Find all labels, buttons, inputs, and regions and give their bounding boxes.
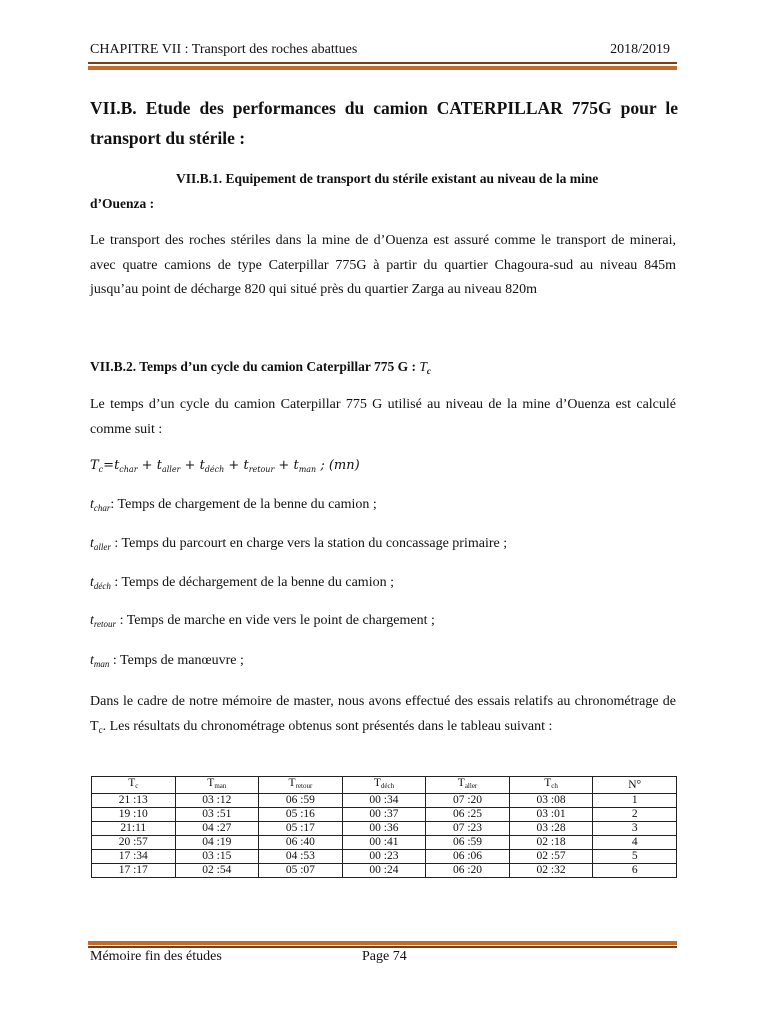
definition-t-retour	[90, 613, 435, 629]
subsection1-title-line2: d’Ouenza :	[90, 196, 155, 211]
table-cell: 00 :37	[342, 808, 426, 822]
def-symbol: t	[90, 575, 94, 590]
paragraph-chronometrage	[90, 690, 676, 742]
table-cell: 3	[593, 822, 677, 836]
header-rule-thick	[88, 66, 677, 70]
header-year: 2018/2019	[610, 42, 670, 57]
header-main: T	[207, 777, 215, 789]
header-main: N°	[628, 778, 642, 791]
table-cell: 2	[593, 808, 677, 822]
table-cell: 03 :12	[175, 794, 259, 808]
table-cell: 06 :20	[426, 864, 510, 878]
def-text: : Temps de manœuvre ;	[109, 653, 244, 668]
table-cell: 6	[593, 864, 677, 878]
table-header-cell	[426, 777, 510, 794]
formula-t5: t	[293, 458, 299, 473]
table-cell: 04 :27	[175, 822, 259, 836]
table-cell: 00 :24	[342, 864, 426, 878]
table-row	[92, 808, 677, 822]
p3-after: . Les résultats du chronométrage obtenus sont présentés dans le tableau suivant :	[102, 718, 553, 734]
header-sub: ch	[551, 782, 558, 790]
formula-plus3: +	[224, 458, 244, 473]
header-sub: aller	[464, 782, 478, 790]
definition-t-man	[90, 653, 244, 669]
formula-s2: aller	[161, 465, 181, 474]
subsection2-title-text: VII.B.2. Temps d’un cycle du camion Caterpillar 775 G :	[90, 359, 420, 374]
header-sub: c	[135, 782, 139, 790]
footer-rule-thick	[88, 941, 677, 945]
page-number: Page 74	[362, 949, 407, 964]
table-cell: 17 :34	[92, 850, 176, 864]
table-row	[92, 822, 677, 836]
table-row	[92, 836, 677, 850]
def-symbol-sub: man	[93, 659, 110, 669]
tc-symbol-sub: c	[426, 366, 431, 376]
definition-t-char	[90, 497, 377, 513]
table-header-cell	[342, 777, 426, 794]
formula-s5: man	[298, 465, 317, 474]
formula-T: T	[90, 458, 99, 473]
subsection2-title	[90, 354, 676, 384]
table-cell: 03 :51	[175, 808, 259, 822]
def-symbol: t	[90, 497, 94, 512]
table-cell: 07 :23	[426, 822, 510, 836]
tc-symbol-main: T	[419, 359, 427, 374]
formula-t1: t	[114, 458, 120, 473]
header-main: T	[457, 777, 465, 789]
header-main: T	[373, 777, 381, 789]
table-header-cell	[593, 777, 677, 794]
table-header-cell	[509, 777, 593, 794]
header-sub: man	[214, 782, 227, 790]
table-cell: 21:11	[92, 822, 176, 836]
def-text: : Temps de marche en vide vers le point de chargement ;	[116, 613, 435, 628]
table-cell: 03 :15	[175, 850, 259, 864]
subsection1-title-line1: VII.B.1. Equipement de transport du stérile existant au niveau de la mine	[176, 171, 599, 186]
p3-sub: c	[98, 724, 103, 735]
definition-t-dech	[90, 575, 394, 591]
header-main: T	[128, 777, 136, 789]
table-cell: 05 :07	[259, 864, 343, 878]
header-main: T	[544, 777, 552, 789]
formula-eq: =	[103, 458, 115, 473]
table-cell: 03 :08	[509, 794, 593, 808]
table-cell: 00 :41	[342, 836, 426, 850]
formula-plus1: +	[137, 458, 157, 473]
header-sub: déch	[380, 782, 395, 790]
formula-s4: retour	[248, 465, 275, 474]
def-symbol-sub: déch	[93, 581, 111, 591]
table-cell: 03 :01	[509, 808, 593, 822]
def-symbol-sub: retour	[93, 619, 117, 629]
p3-before: Dans le cadre de notre mémoire de master, nous avons effectué des essais relatifs au chronométrage de T	[90, 694, 676, 734]
table-cell: 07 :20	[426, 794, 510, 808]
table-cell: 06 :06	[426, 850, 510, 864]
table-cell: 06 :40	[259, 836, 343, 850]
cycle-formula	[90, 458, 360, 474]
footer-title: Mémoire fin des études	[90, 949, 222, 964]
table-cell: 00 :34	[342, 794, 426, 808]
formula-T-sub: c	[98, 465, 104, 474]
chronometrage-table	[91, 776, 677, 878]
table-cell: 06 :59	[426, 836, 510, 850]
footer-rule-thin	[88, 946, 677, 948]
def-symbol-sub: aller	[93, 542, 111, 552]
table-header-row	[92, 777, 677, 794]
table-cell: 5	[593, 850, 677, 864]
table-row	[92, 864, 677, 878]
header-main: T	[288, 777, 296, 789]
table-cell: 05 :17	[259, 822, 343, 836]
formula-plus4: +	[274, 458, 294, 473]
header-chapter: CHAPITRE VII : Transport des roches abattues	[90, 42, 358, 57]
formula-t4: t	[243, 458, 249, 473]
def-symbol: t	[90, 613, 94, 628]
paragraph-transport: Le transport des roches stériles dans la mine de d’Ouenza est assuré comme le transport de minerai, avec quatre camions de type Caterpillar 775G à partir du quartier Chagoura-sud au niveau 845m jusqu’au point de décharge 820 qui situé près du quartier Zarga au niveau 820m	[90, 233, 676, 297]
table-cell: 02 :32	[509, 864, 593, 878]
table-cell: 17 :17	[92, 864, 176, 878]
formula-s3: déch	[204, 465, 225, 474]
table-row	[92, 850, 677, 864]
table-cell: 03 :28	[509, 822, 593, 836]
table-cell: 19 :10	[92, 808, 176, 822]
table-cell: 00 :23	[342, 850, 426, 864]
def-symbol: t	[90, 653, 94, 668]
table-cell: 1	[593, 794, 677, 808]
def-symbol: t	[90, 536, 94, 551]
table-cell: 06 :25	[426, 808, 510, 822]
table-cell: 4	[593, 836, 677, 850]
table-cell: 02 :57	[509, 850, 593, 864]
table-header-cell	[92, 777, 176, 794]
formula-t3: t	[199, 458, 205, 473]
table-header-cell	[259, 777, 343, 794]
formula-unit: ; (mn)	[316, 458, 360, 473]
def-text: : Temps de déchargement de la benne du camion ;	[110, 575, 394, 590]
table-header-cell	[175, 777, 259, 794]
table-cell: 06 :59	[259, 794, 343, 808]
table-cell: 04 :53	[259, 850, 343, 864]
table-cell: 05 :16	[259, 808, 343, 822]
table-cell: 02 :54	[175, 864, 259, 878]
table-cell: 02 :18	[509, 836, 593, 850]
table-cell: 21 :13	[92, 794, 176, 808]
paragraph-cycle: Le temps d’un cycle du camion Caterpillar 775 G utilisé au niveau de la mine d’Ouenza est calculé comme suit :	[90, 397, 676, 437]
tc-symbol	[419, 359, 431, 374]
formula-t2: t	[156, 458, 162, 473]
header-rule-thin	[88, 62, 677, 64]
table-cell: 00 :36	[342, 822, 426, 836]
definition-t-aller	[90, 536, 507, 552]
def-text: : Temps du parcourt en charge vers la station du concassage primaire ;	[110, 536, 508, 551]
header-sub: retour	[295, 782, 313, 790]
table-cell: 04 :19	[175, 836, 259, 850]
table-cell: 20 :57	[92, 836, 176, 850]
def-text: : Temps de chargement de la benne du camion ;	[110, 497, 377, 512]
table-row	[92, 794, 677, 808]
formula-plus2: +	[180, 458, 200, 473]
formula-s1: char	[119, 465, 138, 474]
def-symbol-sub: char	[93, 503, 111, 513]
section-title: VII.B. Etude des performances du camion CATERPILLAR 775G pour le transport du stérile :	[90, 98, 678, 148]
